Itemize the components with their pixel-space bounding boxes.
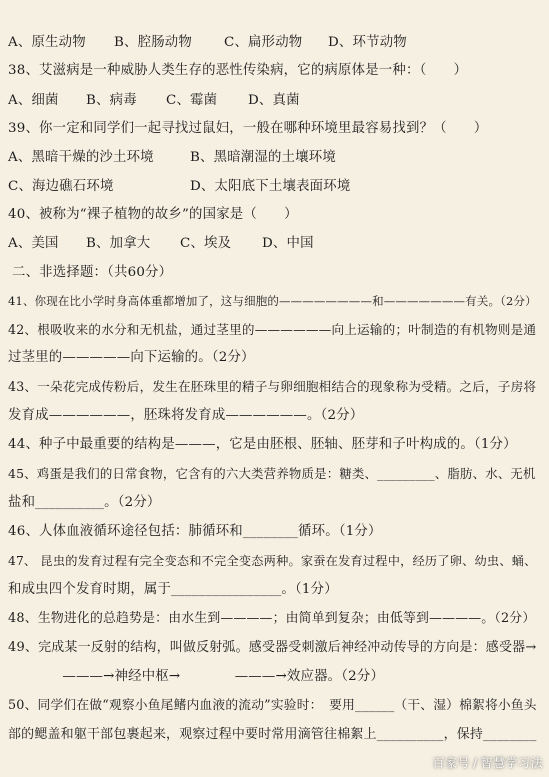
q38-option-a: A、细菌 [8, 93, 59, 108]
q42-line-2: 过茎里的—————向下运输的。（2分） [8, 350, 255, 365]
q37-option-b: B、腔肠动物 [114, 35, 192, 50]
q48-line: 48、生物进化的总趋势是：由水生到————；由简单到复杂；由低等到————。（2分） [8, 611, 536, 626]
q47-line-1: 47、 昆虫的发育过程有完全变态和不完全变态两种。家蚕在发育过程中，经历了卵、幼虫、蛹、 [8, 554, 537, 568]
q38-option-b: B、病毒 [86, 93, 137, 108]
q50-line-1: 50、同学们在做“观察小鱼尾鳍内血液的流动”实验时： 要用______（干、湿）棉絮将小鱼头 [8, 698, 537, 713]
q46-line: 46、人体血液循环途径包括：肺循环和________循环。（1分） [8, 524, 382, 539]
q39-stem: 39、你一定和同学们一起寻找过鼠妇，一般在哪种环境里最容易找到？（ ） [8, 121, 488, 136]
q38-option-d: D、真菌 [248, 93, 300, 108]
q38-option-c: C、霉菌 [166, 93, 218, 108]
watermark-source: 百家号 [432, 756, 470, 770]
q49-line-1: 49、完成某一反射的结构，叫做反射弧。感受器受刺激后神经冲动传导的方向是：感受器→ [8, 640, 537, 655]
q44-line: 44、种子中最重要的结构是———，它是由胚根、胚轴、胚芽和子叶构成的。（1分） [8, 437, 517, 452]
q49-line-2: ———→神经中枢→ ———→效应器。（2分） [8, 669, 385, 684]
q43-line-1: 43、一朵花完成传粉后，发生在胚珠里的精子与卵细胞相结合的现象称为受精。之后，子房将 [8, 379, 537, 394]
q45-line-1: 45、鸡蛋是我们的日常食物，它含有的六大类营养物质是：糖类、_________、脂肪、水、无机 [8, 466, 536, 481]
q37-option-d: D、环节动物 [328, 35, 407, 50]
watermark-author: 智慧学习法 [480, 756, 543, 770]
q38-stem: 38、艾滋病是一种威胁人类生存的恶性传染病，它的病原体是一种：（ ） [8, 63, 468, 78]
q37-option-c: C、扁形动物 [224, 35, 303, 50]
watermark-separator: / [472, 755, 478, 770]
q37-option-a: A、原生动物 [8, 35, 86, 50]
q40-option-b: B、加拿大 [86, 236, 151, 251]
q39-option-d: D、太阳底下土壤表面环境 [190, 179, 351, 194]
q50-line-2: 部的鳃盖和躯干部包裹起来，观察过程中要时常用滴管往棉絮上__________，保持________ [8, 727, 537, 742]
q40-option-a: A、美国 [8, 236, 59, 251]
q47-line-2: 和成虫四个发育时期，属于________________。（1分） [8, 582, 338, 597]
q40-stem: 40、被称为“裸子植物的故乡”的国家是（ ） [8, 207, 298, 222]
q39-option-b: B、黑暗潮湿的土壤环境 [190, 150, 336, 165]
q42-line-1: 42、根吸收来的水分和无机盐，通过茎里的——————向上运输的；叶制造的有机物则是通 [8, 322, 537, 337]
q40-option-c: C、埃及 [180, 236, 232, 251]
section-title: 二、非选择题：（共60分） [12, 265, 173, 280]
q39-option-a: A、黑暗干燥的沙土环境 [8, 150, 154, 165]
q45-line-2: 盐和__________。（2分） [8, 495, 161, 510]
q43-line-2: 发育成——————，胚珠将发育成——————。（2分） [8, 408, 364, 423]
q40-option-d: D、中国 [262, 236, 314, 251]
watermark [432, 754, 543, 771]
q41-line: 41、你现在比小学时身高体重都增加了，这与细胞的————————和———————有关。（2分） [8, 294, 537, 308]
q39-option-c: C、海边礁石环境 [8, 179, 114, 194]
